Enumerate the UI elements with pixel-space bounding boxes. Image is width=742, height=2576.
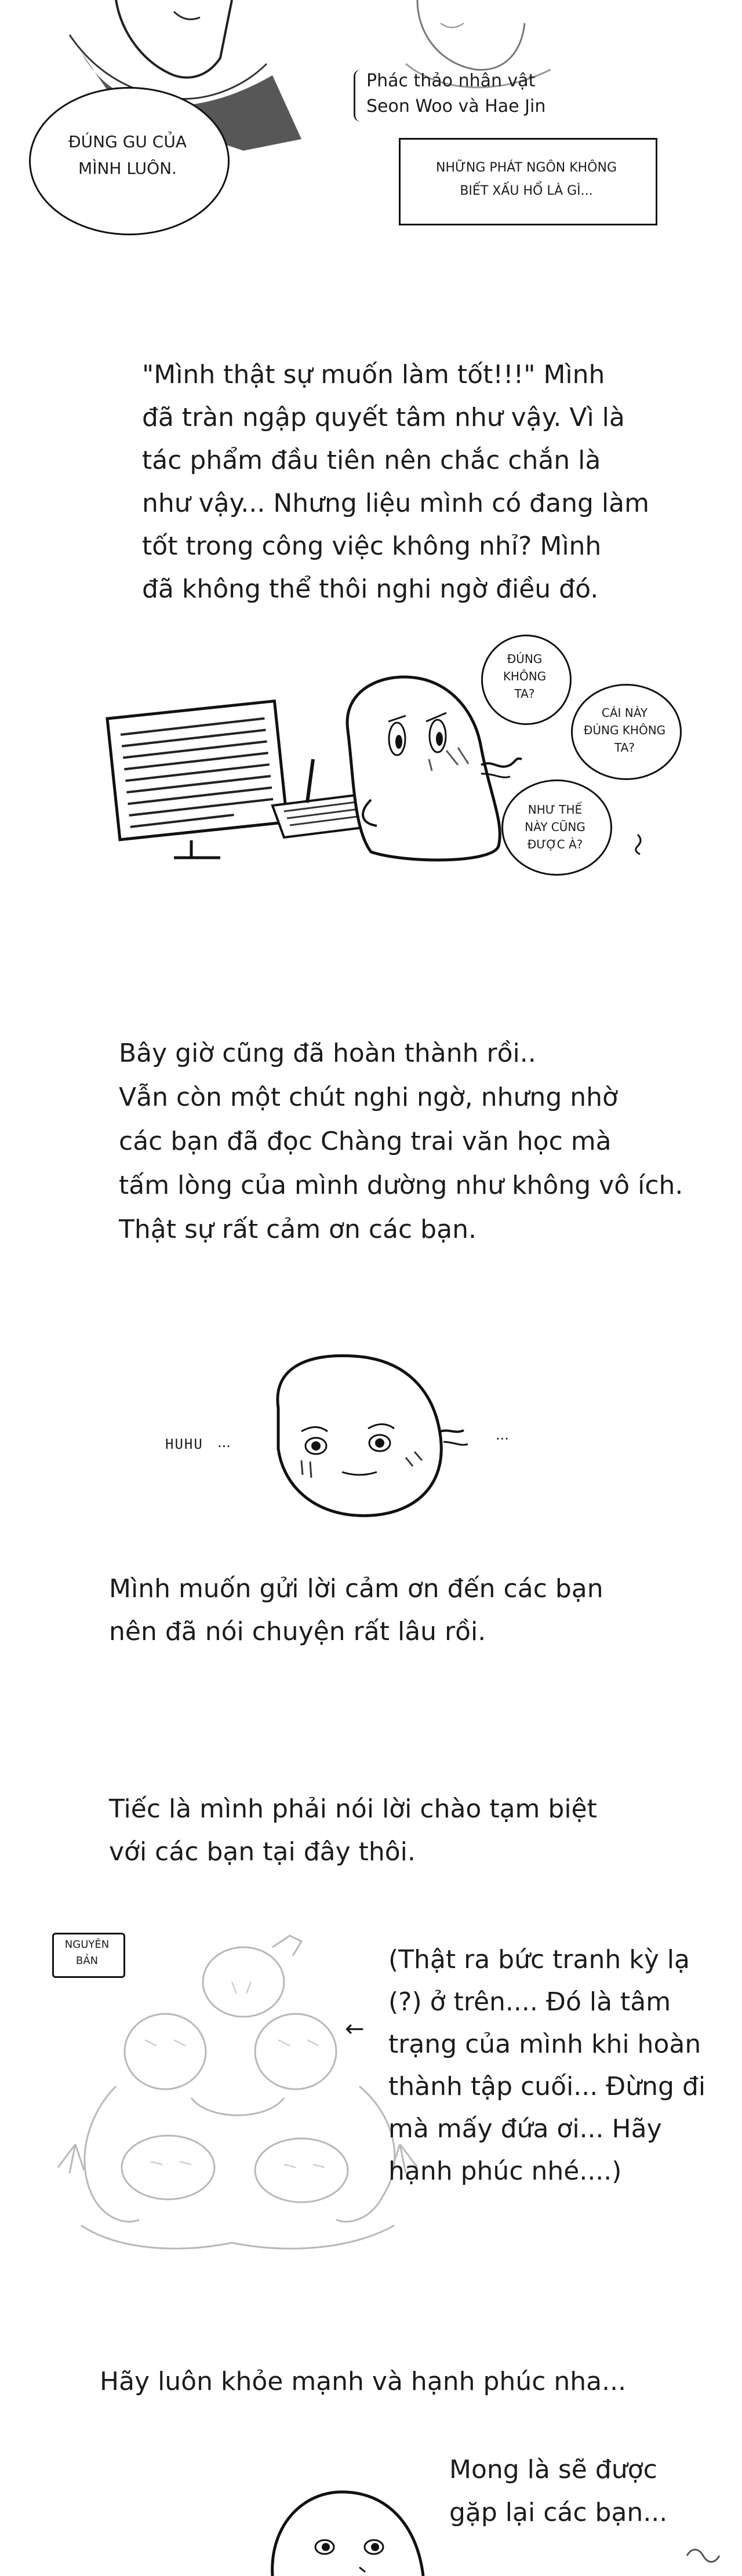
original-tag-text: NGUYÊN BẢN <box>64 1939 110 1967</box>
doubt-bubble-3-text: NHƯ THẾ NÀY CŨNG ĐƯỢC À? <box>525 803 585 851</box>
shameless-remarks-text: NHỮNG PHÁT NGÔN KHÔNG BIẾT XẤU HỔ LÀ GÌ... <box>435 161 617 198</box>
sfx-huhu: HUHU <box>165 1436 203 1452</box>
doubt-bubble-1-text: ĐÚNG KHÔNG TA? <box>503 652 547 701</box>
character-caption: Phác thảo nhân vật Seon Woo và Hae Jin <box>366 71 546 116</box>
narration-stay-healthy: Hãy luôn khỏe mạnh và hạnh phúc nha... <box>100 2367 627 2396</box>
narration-determination: "Mình thật sự muốn làm tốt!!!" Mình đã tràn ngập quyết tâm như vậy. Vì là tác phẩm đầu tiên nên chắc chắn là như vậy... Nhưng liệu mình có đang làm tốt trong công việc không nhỉ? Mình đã không thể thôi nghi ngờ điều đó. <box>142 360 649 604</box>
original-sketch-note: (Thật ra bức tranh kỳ lạ (?) ở trên.... Đó là tâm trạng của mình khi hoàn thành tập cuối... Đừng đi mà mấy đứa ơi... Hãy hạnh phúc nhé....) <box>388 1945 706 2186</box>
arrow-left-icon: ← <box>345 2016 365 2042</box>
sfx-dots-right: ... <box>496 1427 509 1443</box>
doubt-bubble-2-text: CÁI NÀY ĐÚNG KHÔNG TA? <box>583 706 666 755</box>
closing-note: Mong là sẽ được gặp lại các bạn... <box>449 2455 668 2527</box>
sfx-dots-left: ... <box>217 1434 231 1451</box>
speech-bubble-left-text: ĐÚNG GU CỦA MÌNH LUÔN. <box>68 132 187 178</box>
narration-goodbye: Tiếc là mình phải nói lời chào tạm biệt với các bạn tại đây thôi. <box>109 1794 597 1867</box>
narration-thanks: Bây giờ cũng đã hoàn thành rồi.. Vẫn còn một chút nghi ngờ, nhưng nhờ các bạn đã đọc Chàng trai văn học mà tấm lòng của mình dường như không vô ích. Thật sự rất cảm ơn các bạn. <box>119 1039 683 1244</box>
narration-long-talk: Mình muốn gửi lời cảm ơn đến các bạn nên đã nói chuyện rất lâu rồi. <box>109 1574 603 1646</box>
